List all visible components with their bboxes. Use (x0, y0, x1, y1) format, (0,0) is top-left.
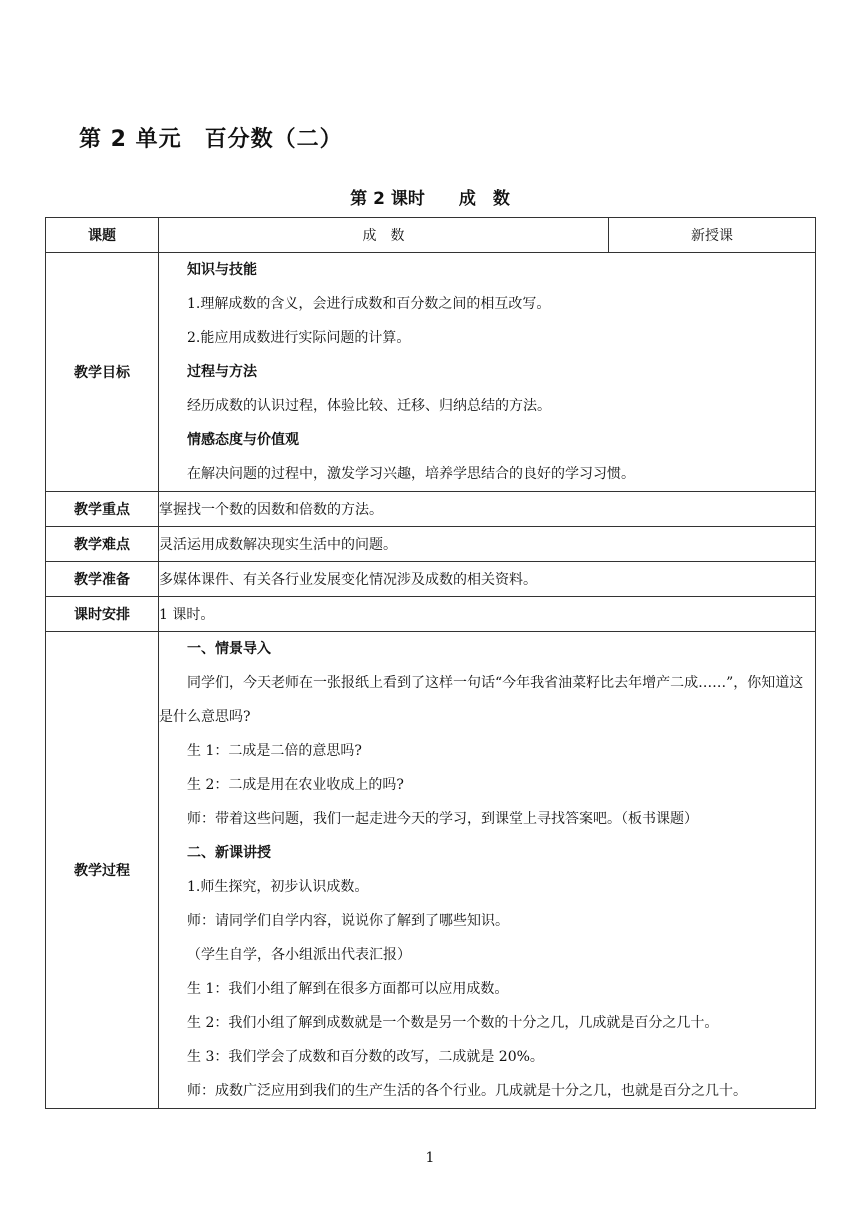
process-heading-new-lesson: 二、新课讲授 (187, 845, 271, 861)
objectives-heading-process: 过程与方法 (187, 364, 257, 380)
process-text: 师：带着这些问题，我们一起走进今天的学习，到课堂上寻找答案吧。（板书课题） (187, 811, 698, 827)
lesson-plan-table (45, 217, 816, 1109)
topic-value: 成 数 (159, 218, 609, 253)
process-text: 生 1：我们小组了解到在很多方面都可以应用成数。 (187, 981, 509, 997)
key-point-value: 掌握找一个数的因数和倍数的方法。 (159, 492, 816, 527)
process-label: 教学过程 (46, 632, 159, 1109)
objectives-label: 教学目标 (46, 253, 159, 492)
row-key-point (46, 492, 816, 527)
process-text: 生 3：我们学会了成数和百分数的改写，二成就是 20%。 (187, 1049, 544, 1065)
process-text: 师：请同学们自学内容，说说你了解到了哪些知识。 (187, 913, 509, 929)
difficulty-value: 灵活运用成数解决现实生活中的问题。 (159, 527, 816, 562)
row-objectives (46, 253, 816, 492)
schedule-label: 课时安排 (46, 597, 159, 632)
objectives-heading-attitude: 情感态度与价值观 (187, 432, 299, 448)
objectives-text: 经历成数的认识过程，体验比较、迁移、归纳总结的方法。 (187, 398, 551, 414)
lesson-title: 第 2 课时 成 数 (350, 189, 510, 209)
process-text: 同学们，今天老师在一张报纸上看到了这样一句话“今年我省油菜籽比去年增产二成……”，你知道这是什么意思吗? (159, 675, 804, 725)
lesson-type: 新授课 (609, 218, 816, 253)
process-content (159, 632, 816, 1109)
process-text: 生 2：二成是用在农业收成上的吗? (187, 777, 404, 793)
row-topic (46, 218, 816, 253)
process-heading-intro: 一、情景导入 (187, 641, 271, 657)
topic-label: 课题 (46, 218, 159, 253)
process-text: 生 1：二成是二倍的意思吗? (187, 743, 362, 759)
process-text: 生 2：我们小组了解到成数就是一个数是另一个数的十分之几，几成就是百分之几十。 (187, 1015, 719, 1031)
process-text: 1.师生探究，初步认识成数。 (187, 879, 369, 895)
row-schedule (46, 597, 816, 632)
objectives-content (159, 253, 816, 492)
objectives-heading-knowledge: 知识与技能 (187, 262, 257, 278)
schedule-value: 1 课时。 (159, 597, 816, 632)
objectives-text: 1.理解成数的含义，会进行成数和百分数之间的相互改写。 (187, 296, 551, 312)
objectives-text: 在解决问题的过程中，激发学习兴趣，培养学思结合的良好的学习习惯。 (187, 466, 635, 482)
difficulty-label: 教学难点 (46, 527, 159, 562)
page-number: 1 (425, 1150, 435, 1166)
key-point-label: 教学重点 (46, 492, 159, 527)
objectives-text: 2.能应用成数进行实际问题的计算。 (187, 330, 411, 346)
process-text: 师：成数广泛应用到我们的生产生活的各个行业。几成就是十分之几，也就是百分之几十。 (187, 1083, 747, 1099)
row-process (46, 632, 816, 1109)
unit-title: 第 2 单元 百分数（二） (79, 127, 343, 152)
process-text: （学生自学，各小组派出代表汇报） (187, 947, 411, 963)
row-difficulty (46, 527, 816, 562)
preparation-label: 教学准备 (46, 562, 159, 597)
row-preparation (46, 562, 816, 597)
preparation-value: 多媒体课件、有关各行业发展变化情况涉及成数的相关资料。 (159, 562, 816, 597)
